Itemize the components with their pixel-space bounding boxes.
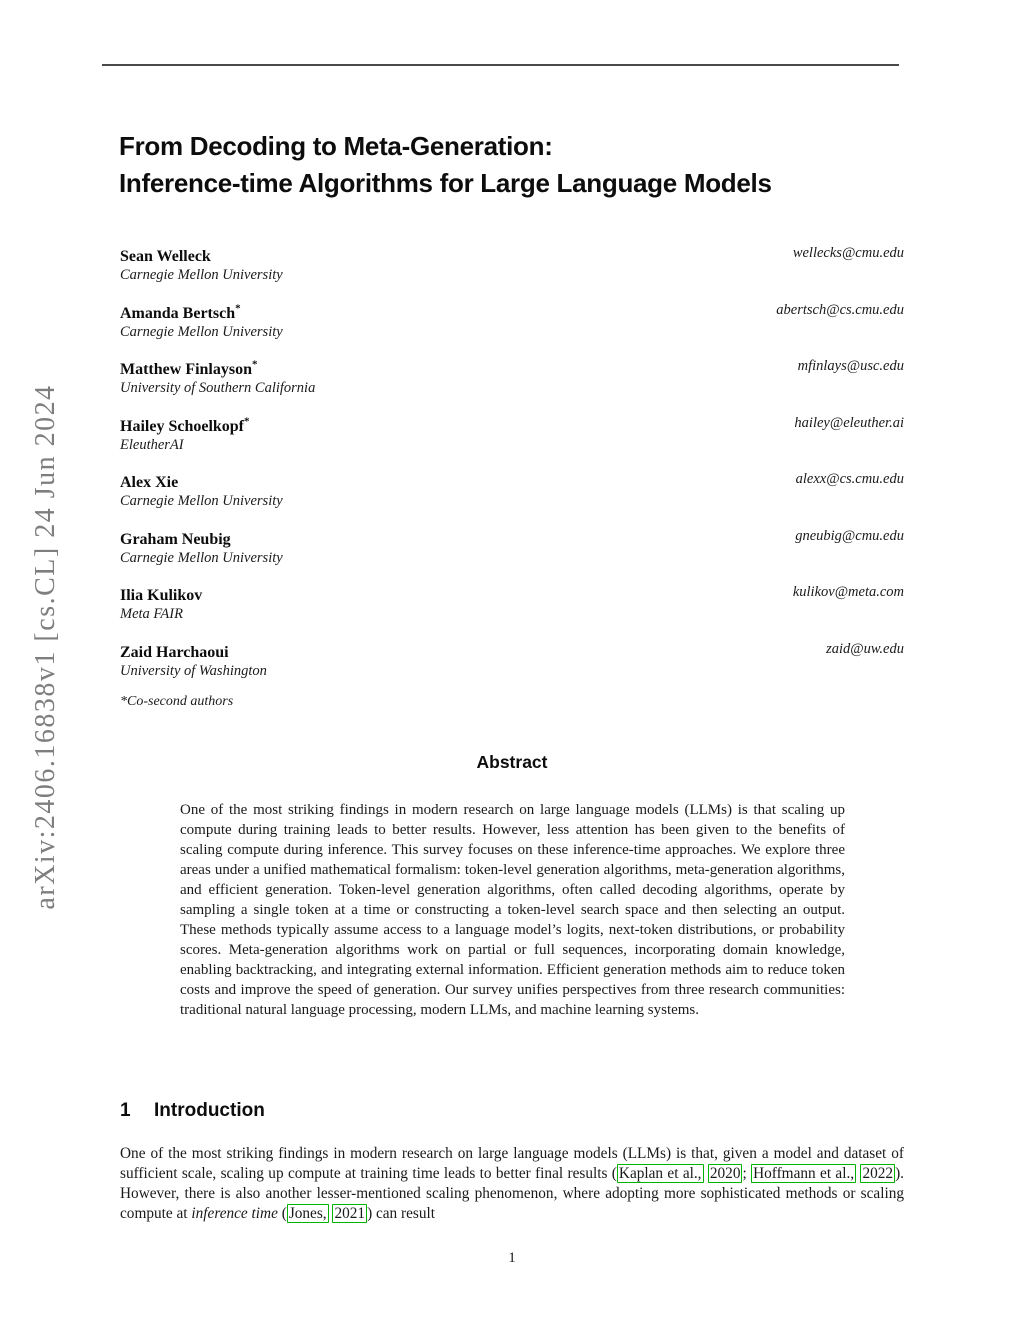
page-number: 1 <box>508 1250 516 1266</box>
author-affiliation: Carnegie Mellon University <box>120 323 283 340</box>
author-entry <box>120 243 904 284</box>
co-second-mark: * <box>244 415 250 428</box>
author-name: Amanda Bertsch* <box>120 302 241 322</box>
paper-title-line2: Inference-time Algorithms for Large Language Models <box>119 168 772 198</box>
author-name: Graham Neubig <box>120 530 231 548</box>
author-entry <box>120 582 904 623</box>
citation-link[interactable]: 2021 <box>334 1205 366 1222</box>
text-segment: ) can result <box>367 1205 436 1222</box>
author-email: zaid@uw.edu <box>826 640 904 657</box>
citation-link[interactable]: Kaplan et al., <box>618 1165 702 1182</box>
co-second-mark: * <box>252 359 258 371</box>
text-segment: ( <box>277 1205 287 1222</box>
author-affiliation: Meta FAIR <box>120 606 183 623</box>
author-name: Zaid Harchaoui <box>120 643 229 661</box>
author-entry <box>120 300 904 340</box>
section-title: Introduction <box>154 1100 265 1121</box>
author-email: wellecks@cmu.edu <box>792 245 904 261</box>
author-entry <box>120 526 904 566</box>
section-number: 1 <box>120 1100 131 1121</box>
author-affiliation: EleutherAI <box>120 436 184 453</box>
author-name: Hailey Schoelkopf* <box>120 415 250 435</box>
abstract-body: One of the most striking findings in modern research on large language models (LLMs) is that scaling up compute during training leads to better results. However, less attention has been given to the benefits of scaling compute during inference. This survey focuses on these inference-time approaches. We explore three areas under a unified mathematical formalism: token-level generation algorithms, meta-generation algorithms, and efficient generation. Token-level generation algorithms, often called decoding algorithms, operate by sampling a single token at a time or constructing a token-level search space and then selecting an output. These methods typically assume access to a language model’s logits, next-token distributions, or probability scores. Meta-generation algorithms work on partial or full sequences, incorporating domain knowledge, enabling backtracking, and integrating external information. Efficient generation methods aim to reduce token costs and improve the speed of generation. Our survey unifies perspectives from three research communities: traditional natural language processing, modern LLMs, and machine learning systems. <box>180 802 845 1018</box>
co-second-authors-note: *Co-second authors <box>120 694 234 709</box>
author-name: Sean Welleck <box>120 248 211 266</box>
paper-title <box>119 128 772 202</box>
author-entry <box>120 469 904 510</box>
paper-title-line1: From Decoding to Meta-Generation: <box>119 131 553 161</box>
author-email: hailey@eleuther.ai <box>794 414 904 431</box>
introduction-paragraph <box>120 1144 904 1224</box>
author-entry <box>120 356 904 397</box>
author-affiliation: Carnegie Mellon University <box>120 549 283 566</box>
author-email: mfinlays@usc.edu <box>797 358 904 374</box>
text-segment: inference time <box>191 1205 278 1222</box>
co-second-mark: * <box>235 302 241 315</box>
author-affiliation: Carnegie Mellon University <box>120 493 283 510</box>
author-name: Matthew Finlayson* <box>120 359 258 379</box>
author-email: alexx@cs.cmu.edu <box>795 471 904 487</box>
author-entry <box>120 639 904 679</box>
author-email: gneubig@cmu.edu <box>795 527 904 544</box>
author-affiliation: Carnegie Mellon University <box>120 267 283 284</box>
citation-link[interactable]: 2020 <box>709 1165 741 1182</box>
citation-link[interactable]: 2022 <box>862 1165 894 1182</box>
author-affiliation: University of Southern California <box>120 380 316 397</box>
text-segment: One of the most striking findings in modern research on large language models (LLMs) is that, given a model and dataset of sufficient scale, scaling up compute at training time leads to better final results ( <box>120 1145 904 1182</box>
section-heading-introduction <box>120 1100 265 1122</box>
author-list <box>120 243 904 695</box>
citation-link[interactable]: Jones, <box>288 1205 327 1222</box>
author-email: abertsch@cs.cmu.edu <box>776 301 904 318</box>
author-name: Ilia Kulikov <box>120 587 203 605</box>
author-name: Alex Xie <box>120 474 179 492</box>
author-entry <box>120 413 904 453</box>
top-rule <box>102 64 899 66</box>
arxiv-watermark: arXiv:2406.16838v1 [cs.CL] 24 Jun 2024 <box>30 384 61 910</box>
author-affiliation: University of Washington <box>120 662 267 679</box>
author-email: kulikov@meta.com <box>792 584 904 600</box>
text-segment: ; <box>742 1165 752 1182</box>
citation-link[interactable]: Hoffmann et al., <box>753 1165 855 1182</box>
text-segment: ). However, there is also another lesser-mentioned scaling phenomenon, where adopting more sophisticated methods or scaling compute at <box>120 1165 904 1222</box>
abstract-heading: Abstract <box>476 752 548 772</box>
